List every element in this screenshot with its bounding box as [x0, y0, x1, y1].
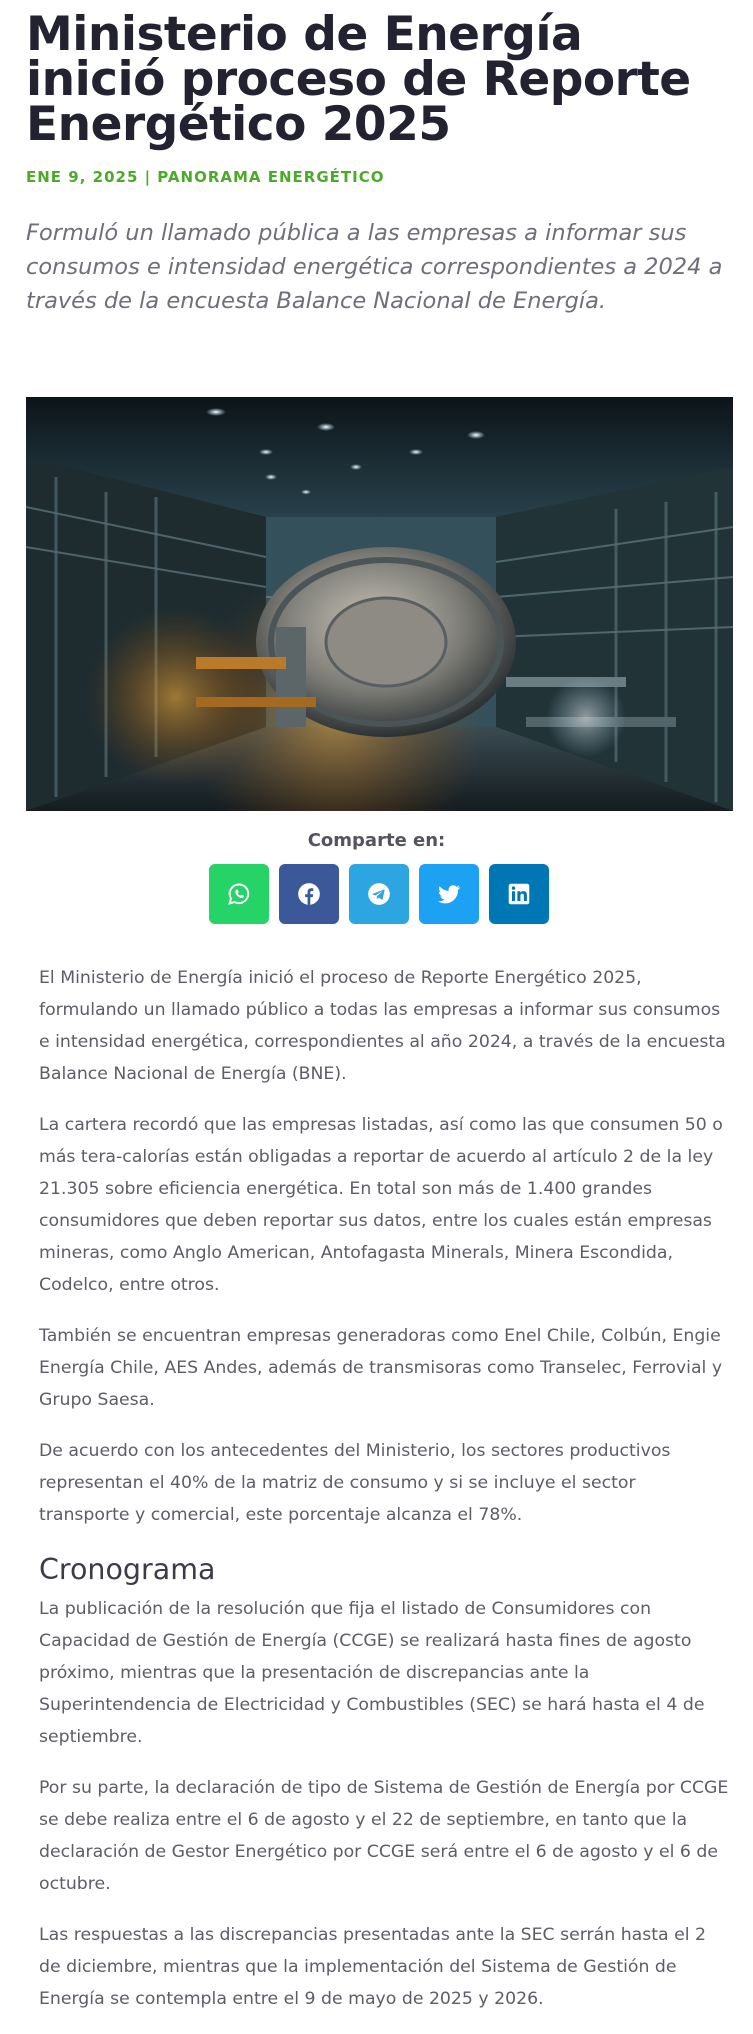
facebook-icon — [296, 881, 322, 907]
whatsapp-share-button[interactable] — [209, 864, 269, 924]
article-title: Ministerio de Energía inició proceso de Reporte Energético 2025 — [26, 7, 691, 152]
article-lead: Formuló un llamado pública a las empresas a informar sus consumos e intensidad energética correspondientes a 2024 a través de la encuesta Balance Nacional de Energía. — [26, 220, 723, 314]
article-paragraph: La cartera recordó que las empresas listadas, así como las que consumen 50 o más tera-calorías están obligadas a reportar de acuerdo al artículo 2 de la ley 21.305 sobre eficiencia energética. En total son más de 1.400 grandes consumidores que deben reportar sus datos, entre los cuales están empresas mineras, como Anglo American, Antofagasta Minerals, Minera Escondida, Codelco, entre otros. — [39, 1115, 723, 1295]
article-meta: ENE 9, 2025 | PANORAMA ENERGÉTICO — [26, 168, 385, 186]
linkedin-share-button[interactable] — [489, 864, 549, 924]
whatsapp-icon — [226, 881, 252, 907]
facebook-share-button[interactable] — [279, 864, 339, 924]
share-buttons — [209, 864, 549, 924]
linkedin-icon — [506, 881, 532, 907]
article-paragraph: El Ministerio de Energía inició el proceso de Reporte Energético 2025, formulando un llamado público a todas las empresas a informar sus consumos e intensidad energética, correspondientes al año 2024, a través de la encuesta Balance Nacional de Energía (BNE). — [39, 968, 726, 1084]
section-heading: Cronograma — [39, 1553, 216, 1586]
twitter-icon — [436, 881, 462, 907]
telegram-share-button[interactable] — [349, 864, 409, 924]
article-paragraph: Las respuestas a las discrepancias presentadas ante la SEC serrán hasta el 2 de diciembre, mientras que la implementación del Sistema de Gestión de Energía se contempla entre el 9 de mayo de 2025 y 2026. — [39, 1925, 707, 2009]
article-paragraph: También se encuentran empresas generadoras como Enel Chile, Colbún, Engie Energía Chile, AES Andes, además de transmisoras como Transelec, Ferrovial y Grupo Saesa. — [39, 1326, 723, 1410]
industrial-plant-illustration — [26, 397, 733, 811]
article-paragraph: La publicación de la resolución que fija el listado de Consumidores con Capacidad de Gestión de Energía (CCGE) se realizará hasta fines de agosto próximo, mientras que la presentación de discrepancias ante la Superintendencia de Electricidad y Combustibles (SEC) se hará hasta el 4 de septiembre. — [39, 1599, 705, 1747]
article-paragraph: Por su parte, la declaración de tipo de Sistema de Gestión de Energía por CCGE se debe realiza entre el 6 de agosto y el 22 de septiembre, en tanto que la declaración de Gestor Energético por CCGE será entre el 6 de agosto y el 6 de octubre. — [39, 1778, 729, 1894]
article-body — [39, 962, 729, 2034]
telegram-icon — [366, 881, 392, 907]
article-paragraph: De acuerdo con los antecedentes del Ministerio, los sectores productivos representan el 40% de la matriz de consumo y si se incluye el sector transporte y comercial, este porcentaje alcanza el 78%. — [39, 1441, 671, 1525]
share-label: Comparte en: — [307, 830, 446, 851]
hero-image — [26, 397, 733, 811]
twitter-share-button[interactable] — [419, 864, 479, 924]
